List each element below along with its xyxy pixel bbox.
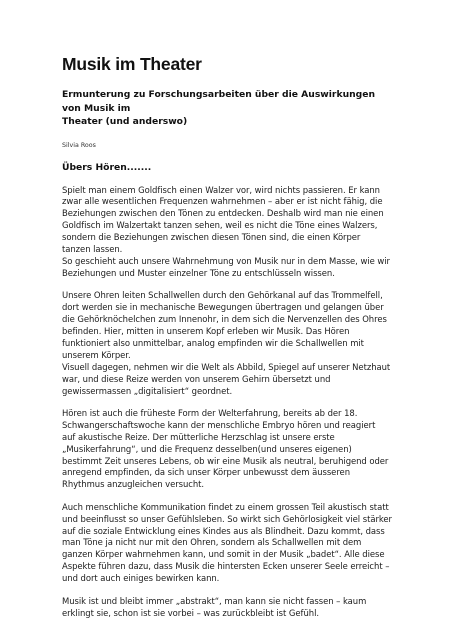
paragraph-line: Beziehungen zwischen den Tönen zu entdecken. Deshalb wird man nie einen: [62, 208, 384, 219]
paragraph-line: „Musikerfahrung“, und die Frequenz desselben(und unseres eigenen): [62, 443, 352, 454]
paragraph-line: dort werden sie in mechanische Bewegungen übertragen und gelangen über: [62, 302, 384, 313]
paragraph-line: Unsere Ohren leiten Schallwellen durch den Gehörkanal auf das Trommelfell,: [62, 290, 383, 301]
paragraph-line: Rhythmus anzugleichen versucht.: [62, 479, 205, 490]
paragraph: [62, 408, 393, 491]
paragraph-line: Goldfisch im Walzertakt tanzen sehen, weil es nicht die Töne eines Walzers,: [62, 220, 378, 231]
paragraph-line: So geschieht auch unsere Wahrnehmung von Musik nur in dem Masse, wie wir: [62, 255, 390, 266]
paragraph: [62, 290, 393, 397]
paragraph-line: sondern die Beziehungen zwischen diesen Tönen sind, die einen Körper: [62, 232, 361, 243]
paragraph-line: Schwangerschaftswoche kann der menschliche Embryo hören und reagiert: [62, 419, 376, 430]
body-text: [62, 185, 393, 620]
paragraph-line: zwar alle wesentlichen Frequenzen wahrnehmen – aber er ist nicht fähig, die: [62, 196, 383, 207]
paragraph-line: man Töne ja nicht nur mit den Ohren, sondern als Schallwellen mit dem: [62, 537, 362, 548]
author-name: Silvia Roos: [62, 141, 96, 149]
paragraph: [62, 596, 393, 620]
paragraph-line: war, und diese Reize werden von unserem Gehirn übersetzt und: [62, 373, 331, 384]
paragraph-line: und beeinflusst so unser Gefühlsleben. So wirkt sich Gehörlosigkeit viel stärker: [62, 513, 392, 524]
paragraph-line: befinden. Hier, mitten in unserem Kopf erleben wir Musik. Das Hören: [62, 325, 350, 336]
paragraph-line: funktioniert also unmittelbar, analog empfinden wir die Schallwellen mit: [62, 337, 364, 348]
paragraph-line: Musik ist und bleibt immer „abstrakt“, man kann sie nicht fassen – kaum: [62, 595, 367, 606]
paragraph-line: anregend empfinden, da sich unser Körper unbewusst dem äusseren: [62, 467, 350, 478]
paragraph-line: Spielt man einem Goldfisch einen Walzer vor, wird nichts passieren. Er kann: [62, 184, 380, 195]
paragraph-line: Beziehungen und Muster einzelner Töne zu entschlüsseln wissen.: [62, 267, 335, 278]
paragraph: [62, 502, 393, 585]
paragraph-line: bestimmt Zeit unseres Lebens, ob wir eine Musik als neutral, beruhigend oder: [62, 455, 389, 466]
paragraph-line: erklingt sie, schon ist sie vorbei – was zurückbleibt ist Gefühl.: [62, 607, 319, 618]
paragraph-line: Auch menschliche Kommunikation findet zu einem grossen Teil akustisch statt: [62, 501, 389, 512]
subtitle-line: Ermunterung zu Forschungsarbeiten über die Auswirkungen von Musik im: [62, 89, 375, 114]
paragraph-line: die Gehörknöchelchen zum Innenohr, in dem sich die Nervenzellen des Ohres: [62, 314, 387, 325]
paragraph-line: gewissermassen „digitalisiert“ geordnet.: [62, 385, 233, 396]
paragraph-line: auf die soziale Entwicklung eines Kindes aus als Blindheit. Dazu kommt, dass: [62, 525, 385, 536]
paragraph-line: ganzen Körper wahrnehmen kann, und somit in der Musik „badet“. Alle diese: [62, 549, 385, 560]
paragraph: [62, 185, 393, 280]
subtitle: [62, 88, 393, 129]
paragraph-line: Visuell dagegen, nehmen wir die Welt als Abbild, Spiegel auf unserer Netzhaut: [62, 361, 391, 372]
paragraph-line: Hören ist auch die früheste Form der Welterfahrung, bereits ab der 18.: [62, 407, 358, 418]
paragraph-line: auf akustische Reize. Der mütterliche Herzschlag ist unsere erste: [62, 431, 335, 442]
subtitle-line: Theater (und anderswo): [62, 116, 188, 127]
section-heading: Übers Hören.......: [62, 161, 152, 173]
paragraph-line: unserem Körper.: [62, 349, 131, 360]
paragraph-line: Aspekte führen dazu, dass Musik die hintersten Ecken unserer Seele erreicht –: [62, 561, 390, 572]
page-title: Musik im Theater: [62, 54, 202, 74]
paragraph-line: tanzen lassen.: [62, 244, 123, 255]
paragraph-line: und dort auch einiges bewirken kann.: [62, 573, 220, 584]
